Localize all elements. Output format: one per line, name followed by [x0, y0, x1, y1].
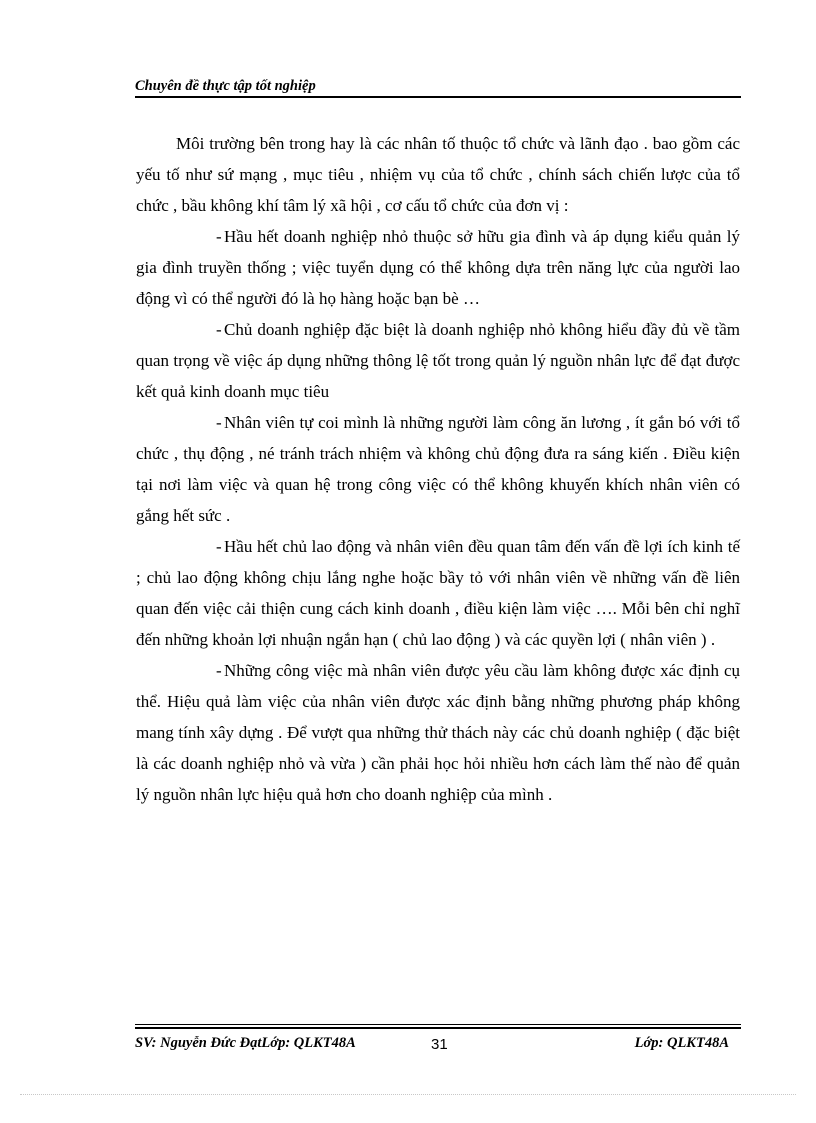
bullet-marker: - [216, 227, 222, 246]
header-title: Chuyên đề thực tập tốt nghiệp [135, 78, 316, 94]
body-text [136, 128, 740, 810]
header-rule [135, 96, 741, 98]
page-footer [135, 1024, 741, 1054]
bullet-paragraph [136, 407, 740, 531]
bullet-text: Hầu hết doanh nghiệp nhỏ thuộc sở hữu gia đình và áp dụng kiểu quản lý gia đình truyền thống ; việc tuyển dụng có thể không dựa trên năng lực của người lao động vì có thể người đó là họ hàng hoặc bạn bè … [136, 227, 740, 308]
bullet-text: Hầu hết chủ lao động và nhân viên đều quan tâm đến vấn đề lợi ích kinh tế ; chủ lao động không chịu lắng nghe hoặc bầy tỏ với nhân viên về những vấn đề liên quan đến việc cải thiện cung cách kinh doanh , điều kiện làm việc …. Mỗi bên chỉ nghĩ đến những khoản lợi nhuận ngắn hạn ( chủ lao động ) và các quyền lợi ( nhân viên ) . [136, 537, 740, 649]
footer-class-info: Lớp: QLKT48A [634, 1035, 729, 1051]
bullet-paragraph [136, 221, 740, 314]
page-number: 31 [431, 1036, 448, 1053]
page-header [135, 76, 741, 98]
intro-paragraph: Môi trường bên trong hay là các nhân tố thuộc tổ chức và lãnh đạo . bao gồm các yếu tố như sứ mạng , mục tiêu , nhiệm vụ của tổ chức , chính sách chiến lược của tổ chức , bầu không khí tâm lý xã hội , cơ cấu tổ chức của đơn vị : [136, 134, 740, 215]
bullet-paragraph [136, 314, 740, 407]
bullet-text: Những công việc mà nhân viên được yêu cầu làm không được xác định cụ thể. Hiệu quả làm việc của nhân viên được xác định bằng những phương pháp không mang tính xây dựng . Để vượt qua những thử thách này các chủ doanh nghiệp ( đặc biệt là các doanh nghiệp nhỏ và vừa ) cần phải học hỏi nhiều hơn cách làm thế nào để quản lý nguồn nhân lực hiệu quả hơn cho doanh nghiệp của mình . [136, 661, 740, 804]
page-boundary-divider [20, 1094, 796, 1095]
footer-rule [135, 1024, 741, 1025]
bullet-marker: - [216, 413, 222, 432]
footer-student-info: SV: Nguyễn Đức ĐạtLớp: QLKT48A [135, 1035, 356, 1051]
bullet-paragraph [136, 655, 740, 810]
bullet-marker: - [216, 661, 222, 680]
bullet-marker: - [216, 537, 222, 556]
bullet-text: Chủ doanh nghiệp đặc biệt là doanh nghiệp nhỏ không hiểu đầy đủ về tầm quan trọng về việc áp dụng những thông lệ tốt trong quản lý nguồn nhân lực để đạt được kết quả kinh doanh mục tiêu [136, 320, 740, 401]
footer-rule-thick [135, 1027, 741, 1029]
bullet-text: Nhân viên tự coi mình là những người làm công ăn lương , ít gắn bó với tổ chức , thụ động , né tránh trách nhiệm và không chủ động đưa ra sáng kiến . Điều kiện tại nơi làm việc và quan hệ trong công việc có thể không khuyến khích nhân viên có gắng hết sức . [136, 413, 740, 525]
bullet-paragraph [136, 531, 740, 655]
bullet-marker: - [216, 320, 222, 339]
